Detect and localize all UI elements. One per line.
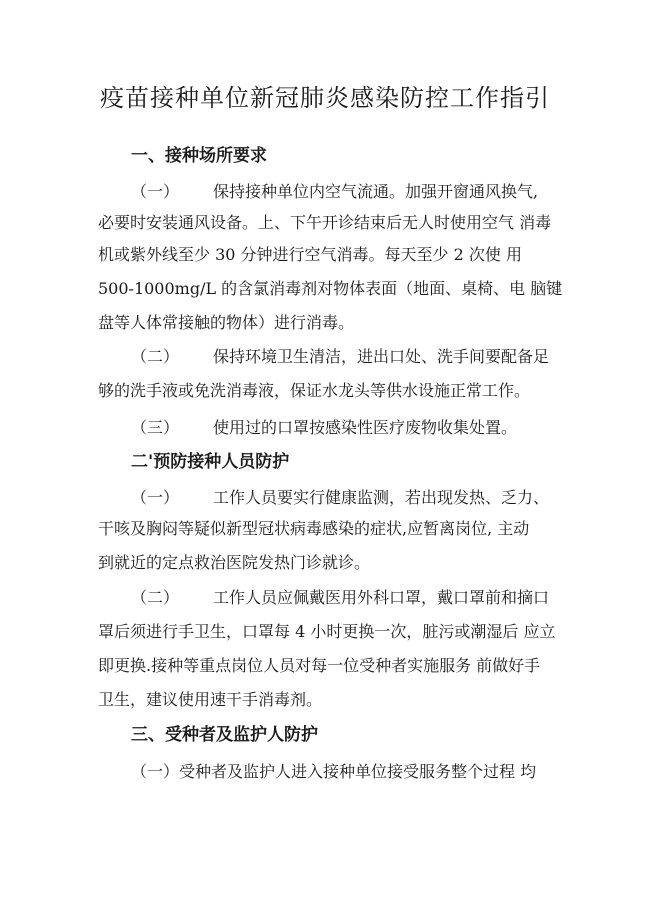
section-heading: 二'预防接种人员防护 (131, 452, 290, 472)
item-number: （二） (131, 588, 180, 607)
paragraph-line (131, 418, 601, 438)
paragraph-line: 必要时安装通风设备。上、下午开诊结束后无人时使用空气 消毒 (98, 213, 552, 232)
item-number: （三） (131, 418, 180, 437)
paragraph-line (131, 488, 601, 508)
paragraph-text: 工作人员应佩戴医用外科口罩，戴口罩前和摘口 (213, 588, 550, 607)
paragraph-line: 干咳及胸闷等疑似新型冠状病毒感染的症状,应暂离岗位, 主动 (98, 519, 530, 538)
paragraph-line: 盘等人体常接触的物体）进行消毒。 (98, 313, 355, 332)
paragraph-line: 即更换.接种等重点岗位人员对每一位受种者实施服务 前做好手 (98, 656, 541, 675)
paragraph-text: 受种者及监护人进入接种单位接受服务整个过程 均 (179, 762, 537, 781)
paragraph-line (131, 588, 601, 608)
item-number: （一） (131, 182, 180, 201)
paragraph-line (131, 762, 601, 782)
paragraph-text: 使用过的口罩按感染性医疗废物收集处置。 (213, 418, 518, 437)
paragraph-line: 罩后须进行手卫生，口罩每 4 小时更换一次，脏污或潮湿后 应立 (98, 622, 556, 641)
item-number: （一） (131, 488, 180, 507)
section-heading: 一、接种场所要求 (131, 146, 267, 166)
paragraph-line: 够的洗手液或免洗消毒液，保证水龙头等供水设施正常工作。 (98, 381, 531, 400)
paragraph-line (131, 347, 601, 367)
paragraph-line: 500-1000mg/L 的含氯消毒剂对物体表面（地面、桌椅、电 脑键 (98, 279, 563, 298)
paragraph-line (131, 182, 601, 202)
item-number: （一） (131, 762, 180, 781)
paragraph-line: 到就近的定点救治医院发热门诊就诊。 (98, 553, 371, 572)
section-heading: 三、受种者及监护人防护 (131, 725, 318, 745)
paragraph-line: 卫生，建议使用速干手消毒剂。 (98, 690, 323, 709)
paragraph-line: 机或紫外线至少 30 分钟进行空气消毒。每天至少 2 次使 用 (98, 245, 522, 264)
item-number: （二） (131, 347, 180, 366)
paragraph-text: 保持接种单位内空气流通。加强开窗通风换气, (213, 182, 539, 201)
document-title: 疫苗接种单位新冠肺炎感染防控工作指引 (100, 84, 550, 112)
paragraph-text: 工作人员要实行健康监测，若出现发热、乏力、 (213, 488, 550, 507)
paragraph-text: 保持环境卫生清洁，进出口处、洗手间要配备足 (213, 347, 550, 366)
